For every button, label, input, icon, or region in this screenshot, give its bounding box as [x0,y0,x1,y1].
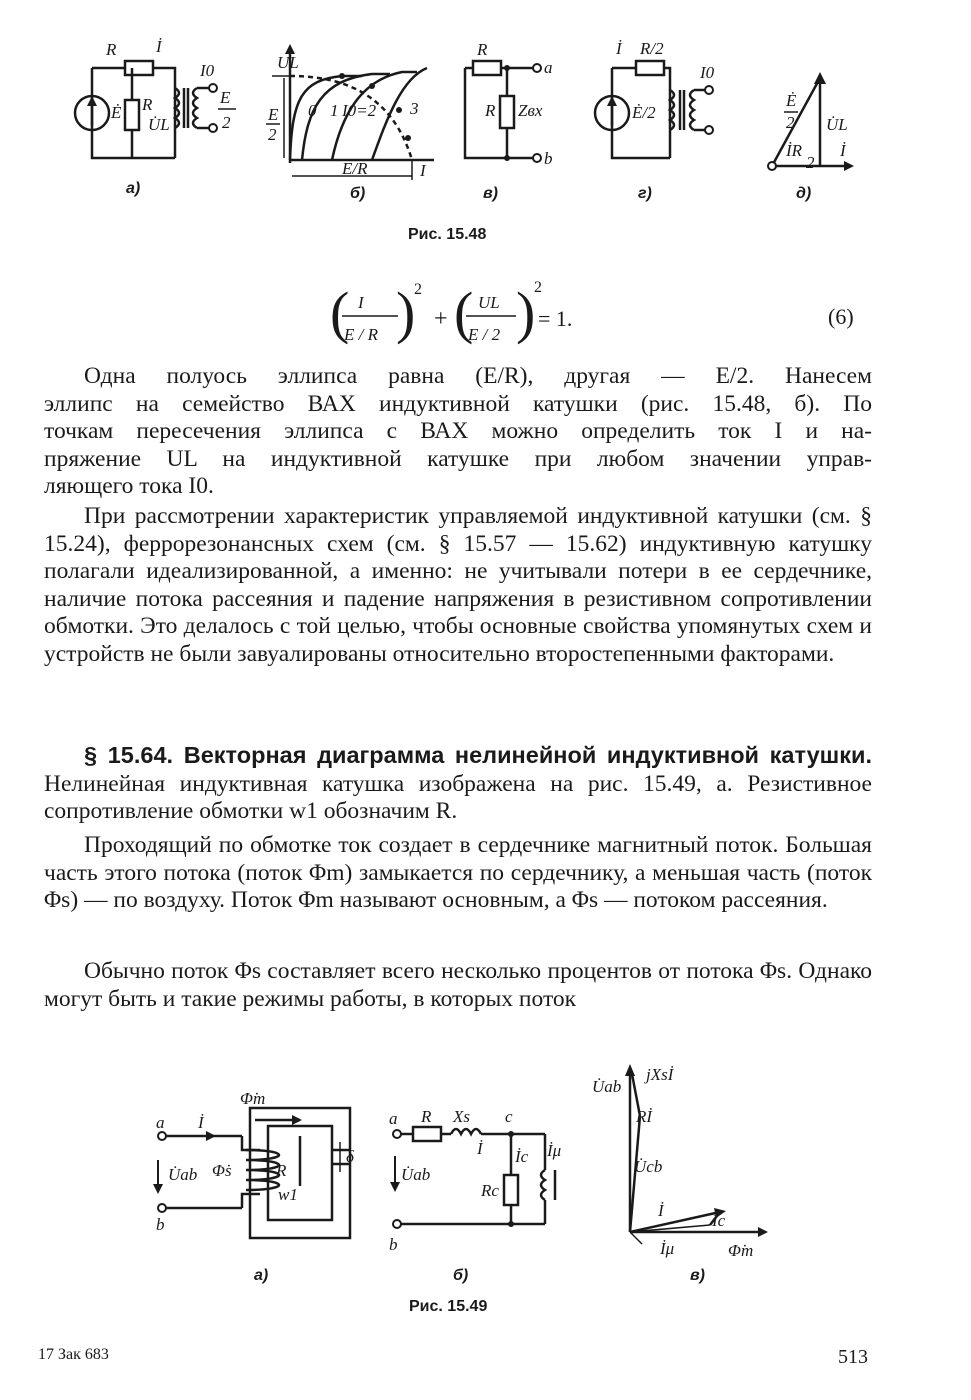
fig48-b-I-label: I [420,161,426,180]
fig48-g-R2-label: R/2 [640,39,664,58]
fig48-b-curve3-label: 3 [410,99,419,118]
fig49-caption: Рис. 15.49 [409,1298,488,1315]
fig48-b-E-label: E [268,105,279,124]
fig49-b-Ic-label: İc [515,1147,529,1166]
fig49-b-R-label: R [421,1107,432,1126]
fig49-a-core [150,1090,360,1290]
fig49-b-Uab-label: U̇ab [401,1165,431,1184]
fig48-b-label: б) [350,185,366,202]
fig49-a-Phim-label: Φ̇m [240,1089,266,1108]
paragraph-4 [44,958,872,1013]
eq-exp2: 2 [534,279,542,296]
fig49-a-I-label: İ [198,1113,204,1132]
fig49-b-label: б) [453,1267,469,1284]
fig49-v-Ic-label: İc [712,1211,726,1230]
page-number: 513 [838,1346,868,1368]
fig48-v-label: в) [483,185,498,202]
printer-mark: 17 Зак 683 [38,1346,109,1363]
eq-number: (6) [828,304,854,329]
fig49-a-label: а) [254,1267,269,1284]
fig49-a-Phis-label: Φ̇s [212,1161,232,1180]
fig48-v-R2-label: R [485,101,496,120]
fig48-v-a-label: a [544,58,553,77]
fig48-b-curve1-label: 1 [330,101,339,120]
section-15-64 [44,742,872,826]
fig48-a-E2-label: E [220,88,231,107]
fig48-d-two-label: 2 [786,113,795,132]
fig48-a-R2-label: R [142,95,153,114]
fig49-v-jXsI-label: jXsİ [646,1065,674,1084]
fig48-caption: Рис. 15.48 [408,226,487,243]
fig49-b-b-label: b [389,1235,398,1254]
fig48-g-E2-label: Ė/2 [632,103,656,122]
fig48-b-ER-label: E/R [342,159,368,178]
fig49-v-RI-label: Rİ [636,1107,653,1126]
eq-exp1: 2 [414,281,422,298]
fig49-b-Xs-label: Xs [453,1107,470,1126]
fig48-g-label: г) [638,185,652,202]
equation-6 [330,272,890,362]
fig48-b-two-label: 2 [268,125,277,144]
fig48-g-I-label: İ [616,39,622,58]
para1-line2: эллипс на семейство ВАХ индуктивной катушки (рис. 15.48, б). По [44,390,872,417]
fig49-a-Uab-label: U̇ab [168,1165,198,1184]
eq-t2-den: E / 2 [468,325,501,344]
eq-t2-num: UL [478,293,500,312]
fig48-d-Rden-label: 2 [806,153,815,172]
fig49-a-b-label: b [156,1215,165,1234]
fig48-a-UL-label: U̇L [148,115,170,134]
fig48-d-R2-label: İR [786,141,803,160]
fig49-b-I-label: İ [477,1139,483,1158]
fig48-a-circuit [70,38,270,198]
fig49-b-circuit [385,1100,570,1290]
fig48-a-E-label: Ė [111,103,122,122]
fig48-d-vectors [760,38,870,202]
fig48-v-b-label: b [544,149,553,168]
fig48-v-Z-label: Zвх [518,101,543,120]
section-heading: § 15.64. Векторная диаграмма нелинейной индуктивной катушки. [84,742,872,768]
svg-text:(: ( [330,280,350,345]
fig48-a-label: а) [126,180,141,197]
fig48-a-E2den-label: 2 [222,113,231,132]
fig49-a-R-label: R [276,1161,287,1180]
fig48-a-I0-label: I0 [200,61,215,80]
fig48-v-circuit [455,38,565,202]
fig49-b-c-label: c [505,1107,513,1126]
para1-line1: Одна полуось эллипса равна (E/R), другая — E/2. Нанесем [84,363,872,389]
eq-t1-num: I [358,293,364,312]
para1-line3: точкам пересечения эллипса с ВАХ можно определить ток I и на- [44,418,872,444]
para1-line4: пряжение UL на индуктивной катушке при любом значении управ- [44,445,872,472]
svg-text:): ) [516,280,536,345]
fig48-g-circuit [590,38,760,202]
eq-t1-den: E / R [344,325,378,344]
svg-text:): ) [396,280,416,345]
fig49-v-I-label: İ [658,1201,664,1220]
eq-rhs: = 1. [538,306,573,331]
fig48-b-curve2-label: I0=2 [342,101,377,120]
fig49-v-Ucb-label: U̇cb [634,1157,663,1176]
fig49-v-vectors [590,1060,780,1290]
fig49-v-label: в) [690,1267,705,1284]
svg-text:(: ( [454,280,474,345]
para3-text: Проходящий по обмотке ток создает в сердечнике магнитный поток. Большая часть этого потока (поток Φm) замыкается по сердечнику, а меньшая часть (поток Φs) — по воздуху. Поток Φm называют основным, а Φs — потоком рассеяния. [44,832,872,913]
fig48-d-E-label: Ė [786,91,797,110]
fig48-d-label: д) [796,185,812,202]
fig49-b-Rc-label: Rc [481,1181,499,1200]
fig48-v-R-label: R [477,40,488,59]
fig48-g-I0-label: I0 [700,63,715,82]
fig48-d-I-label: İ [840,141,846,160]
paragraph-2 [44,503,872,668]
fig48-b-UL-label: UL [277,53,299,72]
fig48-a-I-label: İ [156,37,162,56]
para1-line5: ляющего тока I0. [44,473,214,499]
para4-text: Обычно поток Φs составляет всего несколько процентов от потока Φs. Однако могут быть и такие режимы работы, в которых поток [44,958,872,1012]
fig49-v-Phim-label: Φ̇m [728,1241,754,1260]
fig49-a-delta-label: δ [346,1147,354,1166]
fig49-b-Imu-label: İμ [547,1141,562,1160]
paragraph-3 [44,832,872,915]
fig49-a-w1-label: w1 [278,1185,298,1204]
fig48-b-curve0-label: 0 [308,101,317,120]
fig48-a-R-label: R [106,40,117,59]
fig49-v-Imu-label: İμ [660,1239,675,1258]
para2-text: При рассмотрении характеристик управляемой индуктивной катушки (см. § 15.24), феррорезонансных схем (см. § 15.57 — 15.62) индуктивную катушку полагали идеализированной, а именно: не учитывали потери в ее сердечнике, наличие потока рассеяния и падение напряжения в резистивном сопротивлении обмотки. Это делалось с той целью, чтобы основные свойства упомянутых схем и устройств не были завуалированы относительно второстепенными факторами. [44,503,872,667]
fig49-b-a-label: a [389,1109,398,1128]
fig49-v-Uab-label: U̇ab [592,1077,622,1096]
fig48-d-UL-label: U̇L [826,115,848,134]
svg-text:+: + [434,306,448,332]
fig49-a-a-label: a [156,1113,165,1132]
paragraph-1 [44,363,872,501]
fig48-b-graph [262,38,447,202]
section-text: Нелинейная индуктивная катушка изображена на рис. 15.49, а. Резистивное сопротивление обмотки w1 обозначим R. [44,770,872,824]
